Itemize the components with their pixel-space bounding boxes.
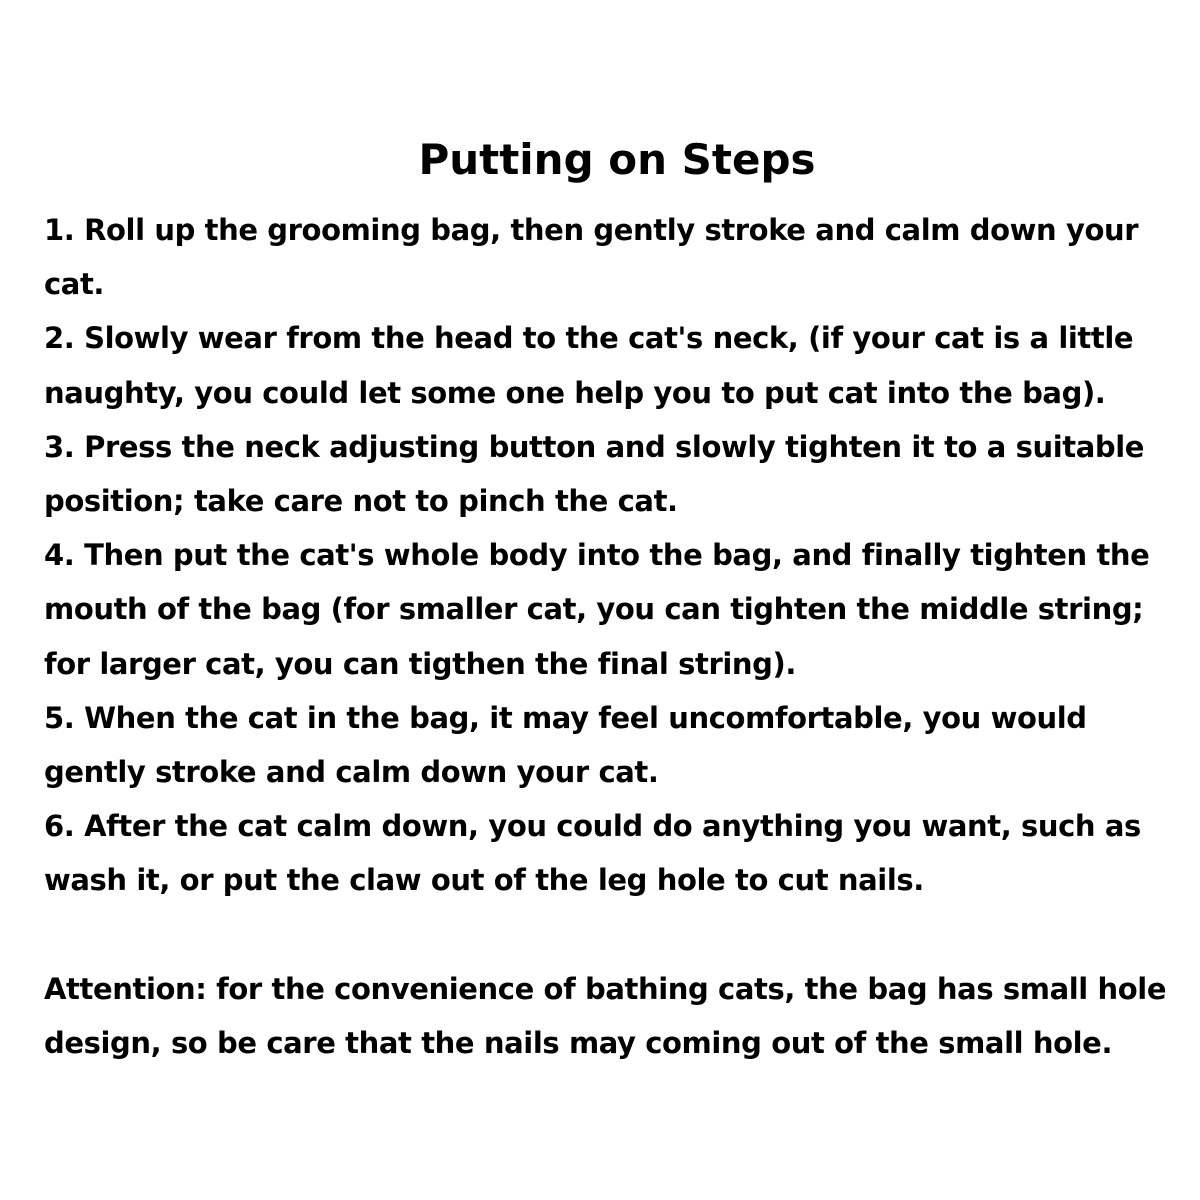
step-5: 5. When the cat in the bag, it may feel uncomfortable, you would gently stroke and calm down your cat. (44, 700, 1087, 790)
step-1: 1. Roll up the grooming bag, then gently stroke and calm down your cat. (44, 213, 1139, 302)
step-3: 3. Press the neck adjusting button and slowly tighten it to a suitable position; take care not to pinch the cat. (44, 429, 1145, 519)
step-4: 4. Then put the cat's whole body into the bag, and finally tighten the mouth of the bag (for smaller cat, you can tighten the middle string; for larger cat, you can tigthen the final string). (44, 538, 1150, 681)
step-6: 6. After the cat calm down, you could do anything you want, such as wash it, or put the claw out of the leg hole to cut nails. (44, 809, 1141, 898)
steps-list (44, 203, 1184, 1070)
page-title: Putting on Steps (418, 135, 816, 184)
step-2: 2. Slowly wear from the head to the cat's neck, (if your cat is a little naughty, you could let some one help you to put cat into the bag). (44, 321, 1134, 410)
attention-note: Attention: for the convenience of bathing cats, the bag has small hole design, so be care that the nails may coming out of the small hole. (44, 971, 1167, 1060)
